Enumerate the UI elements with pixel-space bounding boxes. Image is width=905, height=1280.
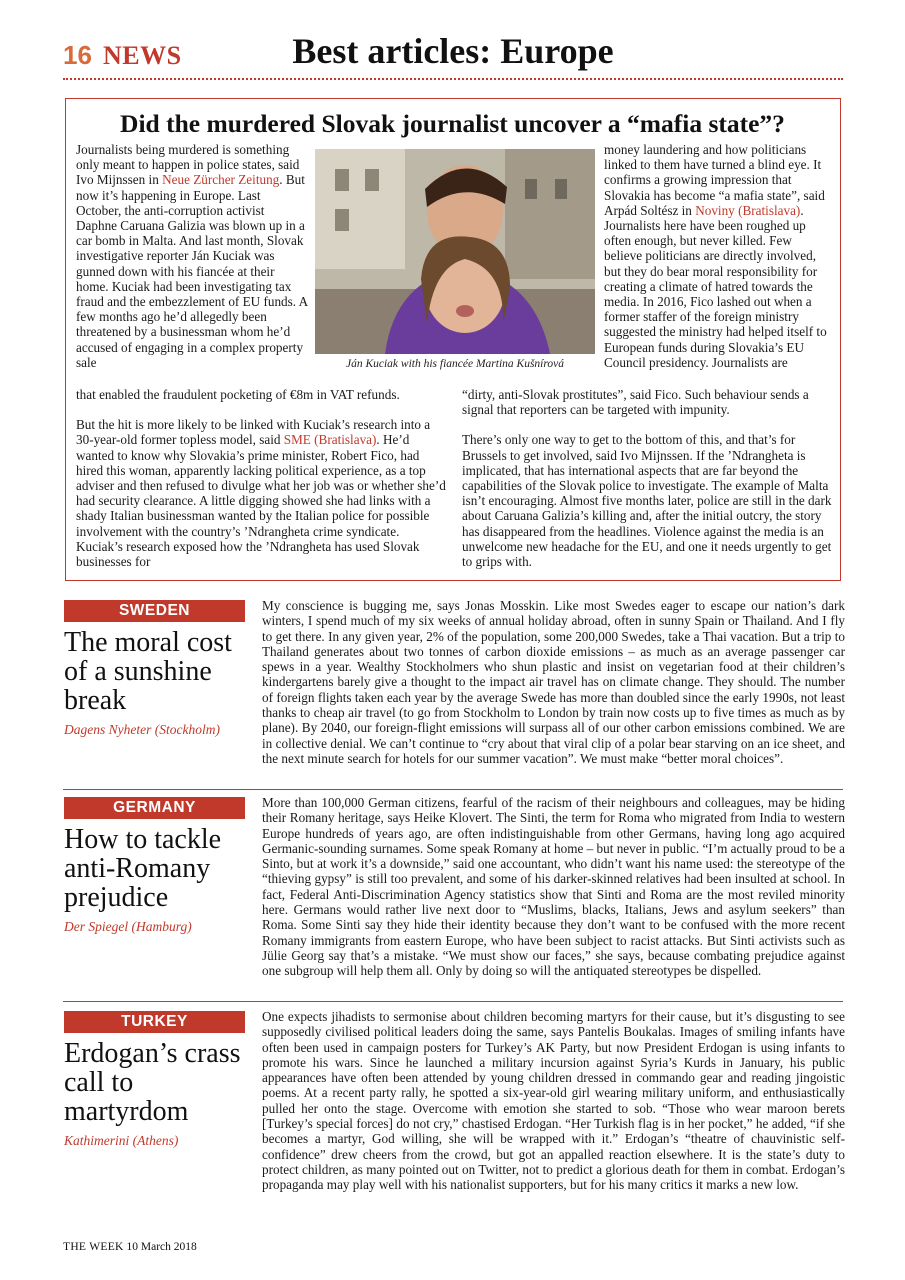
page-number: 16 — [63, 40, 92, 70]
footer-publication: THE WEEK — [63, 1241, 124, 1253]
story-divider — [63, 1001, 843, 1002]
country-label-turkey: TURKEY — [64, 1011, 245, 1033]
story-source-sweden: Dagens Nyheter (Stockholm) — [64, 722, 220, 737]
story-source-germany: Der Spiegel (Hamburg) — [64, 919, 192, 934]
source-link-noviny[interactable]: Noviny (Bratislava) — [695, 202, 801, 218]
story-sweden — [63, 600, 843, 788]
feature-left-column — [76, 142, 308, 370]
story-text-germany: More than 100,000 German citizens, fearful of the racism of their neighbours and colleagues, may be hiding their Romany heritage, says Heike Klovert. The Sinti, the term for Roma who migrated from India to western Europe hundreds of years ago, are often indistinguishable from other Germans, having long ago acquired Germanic-sounding surnames. Some speak Romany at home – but never in public. “I’m actually proud to be a Sinto, but at work it’s a downside,” said one accountant, who didn’t want his name used: the stereotype of the “thieving gypsy” is still too prevalent, and some of his darker-skinned relatives had been insulted at school. In fact, Federal Anti-Discrimination Agency statistics show that Sinti and Roma are the most reviled minority here. Germans would rather live next door to “Muslims, blacks, Italians, Jews and asylum seekers” than Roma. Some Sinti say they hide their identity because they don’t want to be confused with the more recent Romany immigrants from eastern Europe, who have been subject to racist attacks. But Sinti activists such as Jülie Georg say that’s a mistake. “We must show our faces,” she says, because combating prejudice against one subgroup will help them all. Only by doing so will the antiquated stereotypes be dispelled. — [262, 795, 845, 979]
feature-headline: Did the murdered Slovak journalist uncover a “mafia state”? — [120, 109, 785, 138]
feature-right-column — [604, 142, 832, 370]
feature-left-text-4: But the hit is more likely to be linked with Kuciak’s research into a 30-year-old former topless model, said — [76, 417, 431, 448]
story-germany — [63, 797, 843, 997]
feature-left-paragraph-2 — [76, 417, 448, 569]
photo-caption: Ján Kuciak with his fiancée Martina Kušnírová — [345, 358, 565, 370]
story-headline-germany[interactable]: How to tackle anti-Romany prejudice — [64, 824, 222, 913]
feature-left-text-3: that enabled the fraudulent pocketing of €8m in VAT refunds. — [76, 387, 400, 402]
story-headline-turkey[interactable]: Erdogan’s crass call to martyrdom — [64, 1038, 241, 1127]
feature-right-text-1: money laundering and how politicians linked to them have turned a blind eye. It confirms a growing impression that Slovakia has become “a mafia state”, said Arpád Soltész in — [604, 142, 825, 218]
feature-right-column-lower — [462, 387, 834, 569]
page-title: Best articles: Europe — [292, 31, 614, 71]
page-header — [63, 30, 843, 80]
feature-right-paragraph-2: There’s only one way to get to the bottom of this, and that’s for Brussels to get involved, said Ivo Mijnssen. If the ’Ndrangheta is implicated, that has international aspects that are far beyond the capabilities of the Slovak police to investigate. The example of Malta isn’t encouraging. Almost five months later, police are still in the dark about Caruana Galizia’s killing and, after the initial outcry, the story has disappeared from the headlines. Violence against the media is an unwelcome new headache for the EU, and one it needs urgently to get to grips with. — [462, 432, 832, 570]
story-turkey — [63, 1011, 843, 1226]
source-link-nzz[interactable]: Neue Zürcher Zeitung — [162, 172, 280, 188]
feature-left-column-lower — [76, 387, 448, 569]
feature-right-text-2: . Journalists here have been roughed up often enough, but never killed. Few believe politicians are directly involved, but they do bear moral responsibility for creating a climate of hatred towards the media. In 2016, Fico lashed out when a former staffer of the foreign ministry suggested the ministry had helped itself to European funds during Slovakia’s EU Council presidency. Journalists are — [604, 202, 827, 370]
country-label-germany: GERMANY — [64, 797, 245, 819]
feature-article — [65, 98, 841, 581]
story-source-turkey: Kathimerini (Athens) — [64, 1133, 179, 1148]
country-label-sweden: SWEDEN — [64, 600, 245, 622]
feature-left-text-5: . He’d wanted to know why Slovakia’s prime minister, Robert Fico, had hired this woman, apparently lacking political experience, as a top adviser and then refused to divulge what her job was or whether she’d had security clearance. A little digging showed she had links with a shady Italian businessman wanted by the Italian police for possible involvement with the country’s ’Ndrangheta crime syndicate. Kuciak’s research exposed how the ’Ndrangheta has used Slovak businesses for — [76, 432, 446, 570]
source-link-sme[interactable]: SME (Bratislava) — [283, 432, 377, 448]
feature-left-text-1: Journalists being murdered is something only meant to happen in police states, said Ivo Mijnssen in — [76, 142, 300, 188]
feature-left-text-2: . But now it’s happening in Europe. Last October, the anti-corruption activist Daphne Caruana Galizia was blown up in a car bomb in Malta. And last month, Slovak investigative reporter Ján Kuciak was gunned down with his fiancée at their home. Kuciak had been investigating tax fraud and the embezzlement of EU funds. A few months ago he’d allegedly been threatened by a businessman whom he’d accused of engaging in a complex property sale — [76, 172, 308, 370]
section-name: NEWS — [103, 41, 182, 70]
story-headline-sweden[interactable]: The moral cost of a sunshine break — [64, 627, 232, 716]
couple-photo-illustration — [315, 149, 595, 354]
feature-photo — [315, 149, 595, 354]
story-text-turkey: One expects jihadists to sermonise about children becoming martyrs for their cause, but it’s disgusting to see supposedly civilised political leaders doing the same, says Pantelis Boukalas. Images of smiling infants have often been used in campaign posters for Turkey’s AK Party, but now President Erdogan is using infants to promote his wars. Since he launched a military incursion against Syria’s Kurds in January, his public appearances have often been attended by young children dressed in commando gear and reading jingoistic poems. At a recent party rally, he spotted a six-year-old girl wearing military uniform, and enthusiastically pulled her onto the stage. Overcome with emotion she started to sob. “Those who wear maroon berets [Turkey’s special forces] do not cry,” chastised Erdogan. “Her Turkish flag is in her pocket,” he added, “if she becomes a martyr, God willing, she will be wrapped with it.” Erdogan’s “theatre of chauvinistic self-confidence” drew cheers from the crowd, but got an appalled reaction elsewhere. It is the state’s duty to protect children, as many pointed out on Twitter, not to predict a glorious death for them in combat. Erdogan’s propaganda may play well with his nationalist supporters, but for his many critics it marks a new low. — [262, 1009, 845, 1193]
page-footer — [63, 1241, 197, 1253]
footer-date: 10 March 2018 — [126, 1241, 197, 1253]
feature-right-text-3: “dirty, anti-Slovak prostitutes”, said Fico. Such behaviour sends a signal that reporters can be targeted with impunity. — [462, 387, 809, 418]
story-divider — [63, 789, 843, 790]
story-text-sweden: My conscience is bugging me, says Jonas Mosskin. Like most Swedes eager to escape our nation’s dark winters, I spend much of my six weeks of annual holiday abroad, often in sunny Spain or Thailand. And I fly to get there. In any given year, 2% of the population, some 200,000 Swedes, take a Thai vacation. But a trip to Thailand generates about two tonnes of carbon dioxide emissions – as much as an average passenger car spews in a year. Wealthy Stockholmers who shun plastic and insist on vegetarian food at their children’s kindergartens barely give a thought to the impact air travel has on climate change. They should. The number of foreign flights taken each year by the average Swede has more than doubled since the early 1990s, not least thanks to cheap air travel (to go from Stockholm to London by train now costs up to five times as much as by plane). By 2040, our foreign-flight emissions will surpass all of our other carbon emissions combined. We are in collective denial. We can’t continue to “cry about that viral clip of a polar bear starving on an ice sheet, and the next minute search for hotels for our summer vacation”. We must make “better moral choices”. — [262, 598, 845, 766]
header-divider — [63, 78, 843, 80]
